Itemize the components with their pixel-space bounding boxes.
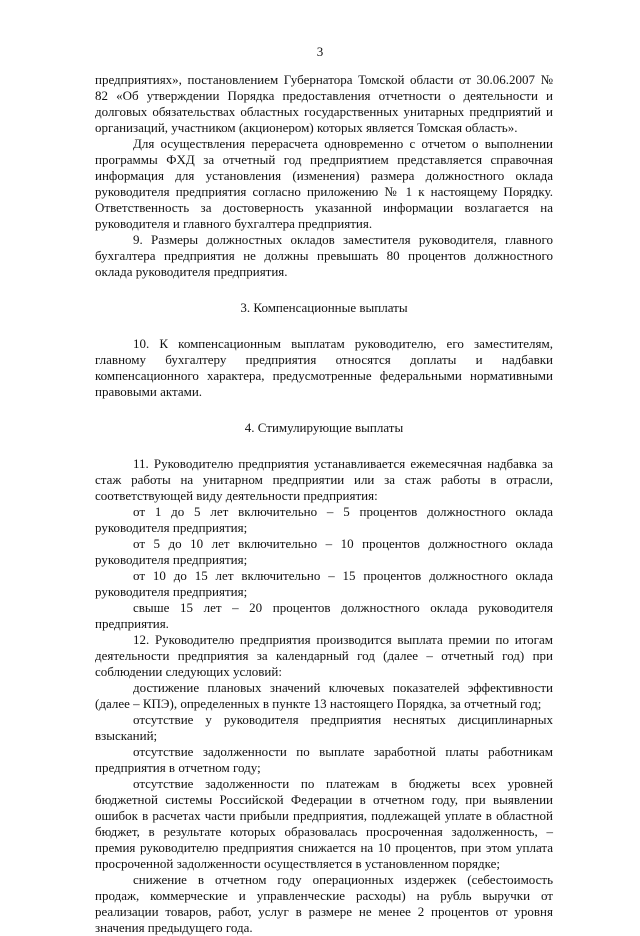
paragraph-intro-continuation: предприятиях», постановлением Губернатора Томской области от 30.06.2007 № 82 «Об утверждении Порядка предоставления отчетности о деятельности и долговых обязательствах областных государственных унитарных предприятий и организаций, участником (акционером) которых является Томская область». (95, 72, 553, 135)
paragraph-12: 12. Руководителю предприятия производится выплата премии по итогам деятельности предприятия за календарный год (далее – отчетный год) при соблюдении следующих условий: (95, 632, 553, 679)
paragraph-11: 11. Руководителю предприятия устанавливается ежемесячная надбавка за стаж работы на унитарном предприятии или за стаж работы в отрасли, соответствующей виду деятельности предприятия: (95, 456, 553, 503)
paragraph-9: 9. Размеры должностных окладов заместителя руководителя, главного бухгалтера предприятия не должны превышать 80 процентов должностного оклада руководителя предприятия. (95, 232, 553, 279)
paragraph-recalculation: Для осуществления перерасчета одновременно с отчетом о выполнении программы ФХД за отчетный год предприятием представляется справочная информация для установления (изменения) размера должностного оклада руководителя предприятия согласно приложению № 1 к настоящему Порядку. Ответственность за достоверность указанной информации возлагается на руководителя и главного бухгалтера предприятия. (95, 136, 553, 231)
paragraph-12-item-1: достижение плановых значений ключевых показателей эффективности (далее – КПЭ), определенных в пункте 13 настоящего Порядка, за отчетный год; (95, 680, 553, 711)
document-body (95, 72, 553, 936)
paragraph-12-item-5: снижение в отчетном году операционных издержек (себестоимость продаж, коммерческие и управленческие расходы) на рубль выручки от реализации товаров, работ, услуг в размере не менее 2 процентов от уровня значения предыдущего года. (95, 872, 553, 935)
paragraph-12-item-4: отсутствие задолженности по платежам в бюджеты всех уровней бюджетной системы Российской Федерации в отчетном году, при выявлении ошибок в расчетах части прибыли предприятия, подлежащей уплате в областной бюджет, в результате которых образовалась просроченная задолженность, – премия руководителю предприятия снижается на 10 процентов, при этом уплата просроченной задолженности осуществляется в установленном порядке; (95, 776, 553, 871)
paragraph-11-item-3: от 10 до 15 лет включительно – 15 процентов должностного оклада руководителя предприятия; (95, 568, 553, 599)
paragraph-11-item-1: от 1 до 5 лет включительно – 5 процентов должностного оклада руководителя предприятия; (95, 504, 553, 535)
section-4-title: 4. Стимулирующие выплаты (244, 420, 404, 435)
section-3-title: 3. Компенсационные выплаты (240, 300, 408, 315)
paragraph-11-item-4: свыше 15 лет – 20 процентов должностного оклада руководителя предприятия. (95, 600, 553, 631)
paragraph-12-item-2: отсутствие у руководителя предприятия неснятых дисциплинарных взысканий; (95, 712, 553, 743)
paragraph-12-item-3: отсутствие задолженности по выплате заработной платы работникам предприятия в отчетном году; (95, 744, 553, 775)
page-number: 3 (316, 44, 324, 59)
paragraph-11-item-2: от 5 до 10 лет включительно – 10 процентов должностного оклада руководителя предприятия; (95, 536, 553, 567)
paragraph-10: 10. К компенсационным выплатам руководителю, его заместителям, главному бухгалтеру предприятия относятся доплаты и надбавки компенсационного характера, предусмотренные федеральными нормативными правовыми актами. (95, 336, 553, 399)
